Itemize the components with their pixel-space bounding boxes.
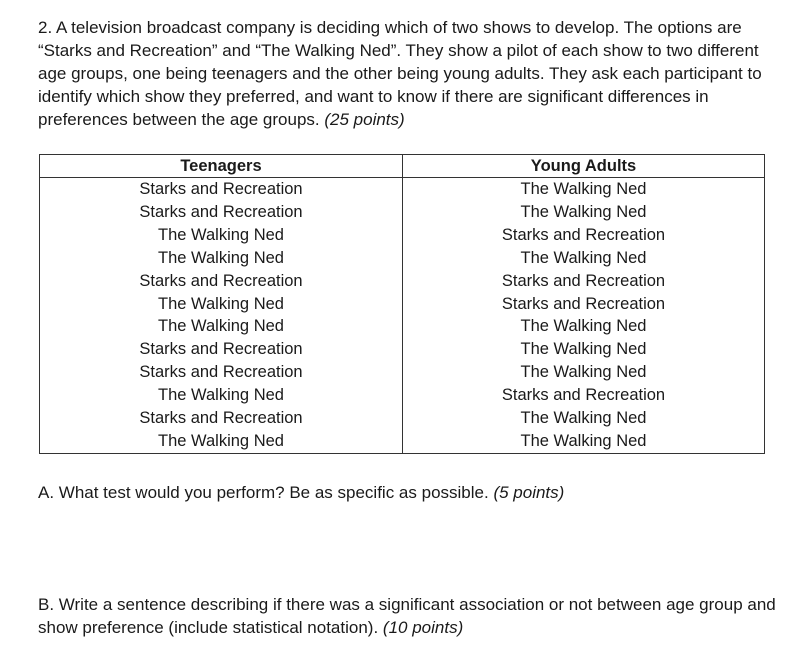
teenager-cell: The Walking Ned — [40, 224, 403, 247]
teenager-cell: The Walking Ned — [40, 384, 403, 407]
table-row — [40, 293, 765, 316]
table-row — [40, 338, 765, 361]
table-row — [40, 315, 765, 338]
question-number: 2. — [38, 18, 53, 37]
table-row — [40, 247, 765, 270]
young-adult-cell: Starks and Recreation — [403, 293, 765, 316]
young-adult-cell: The Walking Ned — [403, 407, 765, 430]
teenager-cell: Starks and Recreation — [40, 178, 403, 201]
table-row — [40, 224, 765, 247]
question-points: (25 points) — [324, 110, 405, 129]
part-a-question — [38, 481, 564, 504]
part-a-points: (5 points) — [493, 483, 565, 502]
young-adult-cell: The Walking Ned — [403, 201, 765, 224]
preference-table — [39, 154, 765, 454]
young-adult-cell: The Walking Ned — [403, 430, 765, 453]
header-teenagers: Teenagers — [40, 155, 403, 178]
table-row — [40, 361, 765, 384]
young-adult-cell: Starks and Recreation — [403, 384, 765, 407]
question-prompt — [38, 16, 778, 131]
header-young-adults: Young Adults — [403, 155, 765, 178]
table-row — [40, 430, 765, 453]
teenager-cell: Starks and Recreation — [40, 338, 403, 361]
table-row — [40, 407, 765, 430]
young-adult-cell: Starks and Recreation — [403, 270, 765, 293]
part-b-text: B. Write a sentence describing if there was a significant association or not between age group and show preference (include statistical notation). — [38, 595, 776, 637]
table-row — [40, 201, 765, 224]
teenager-cell: The Walking Ned — [40, 430, 403, 453]
part-b-points: (10 points) — [382, 618, 464, 637]
question-text: A television broadcast company is deciding which of two shows to develop. The options are “Starks and Recreation” and “The Walking Ned”. They show a pilot of each show to two different age groups, one being teenagers and the other being young adults. They ask each participant to identify which show they preferred, and want to know if there are significant differences in preferences between the age groups. — [38, 18, 762, 129]
table-row — [40, 384, 765, 407]
teenager-cell: The Walking Ned — [40, 247, 403, 270]
teenager-cell: Starks and Recreation — [40, 407, 403, 430]
young-adult-cell: The Walking Ned — [403, 247, 765, 270]
young-adult-cell: The Walking Ned — [403, 361, 765, 384]
table-header-row — [40, 155, 765, 178]
young-adult-cell: The Walking Ned — [403, 178, 765, 201]
young-adult-cell: Starks and Recreation — [403, 224, 765, 247]
table-row — [40, 178, 765, 201]
teenager-cell: The Walking Ned — [40, 315, 403, 338]
part-a-text: A. What test would you perform? Be as specific as possible. — [38, 483, 489, 502]
teenager-cell: Starks and Recreation — [40, 201, 403, 224]
part-b-question — [38, 593, 778, 639]
teenager-cell: The Walking Ned — [40, 293, 403, 316]
teenager-cell: Starks and Recreation — [40, 270, 403, 293]
young-adult-cell: The Walking Ned — [403, 315, 765, 338]
teenager-cell: Starks and Recreation — [40, 361, 403, 384]
table-row — [40, 270, 765, 293]
young-adult-cell: The Walking Ned — [403, 338, 765, 361]
